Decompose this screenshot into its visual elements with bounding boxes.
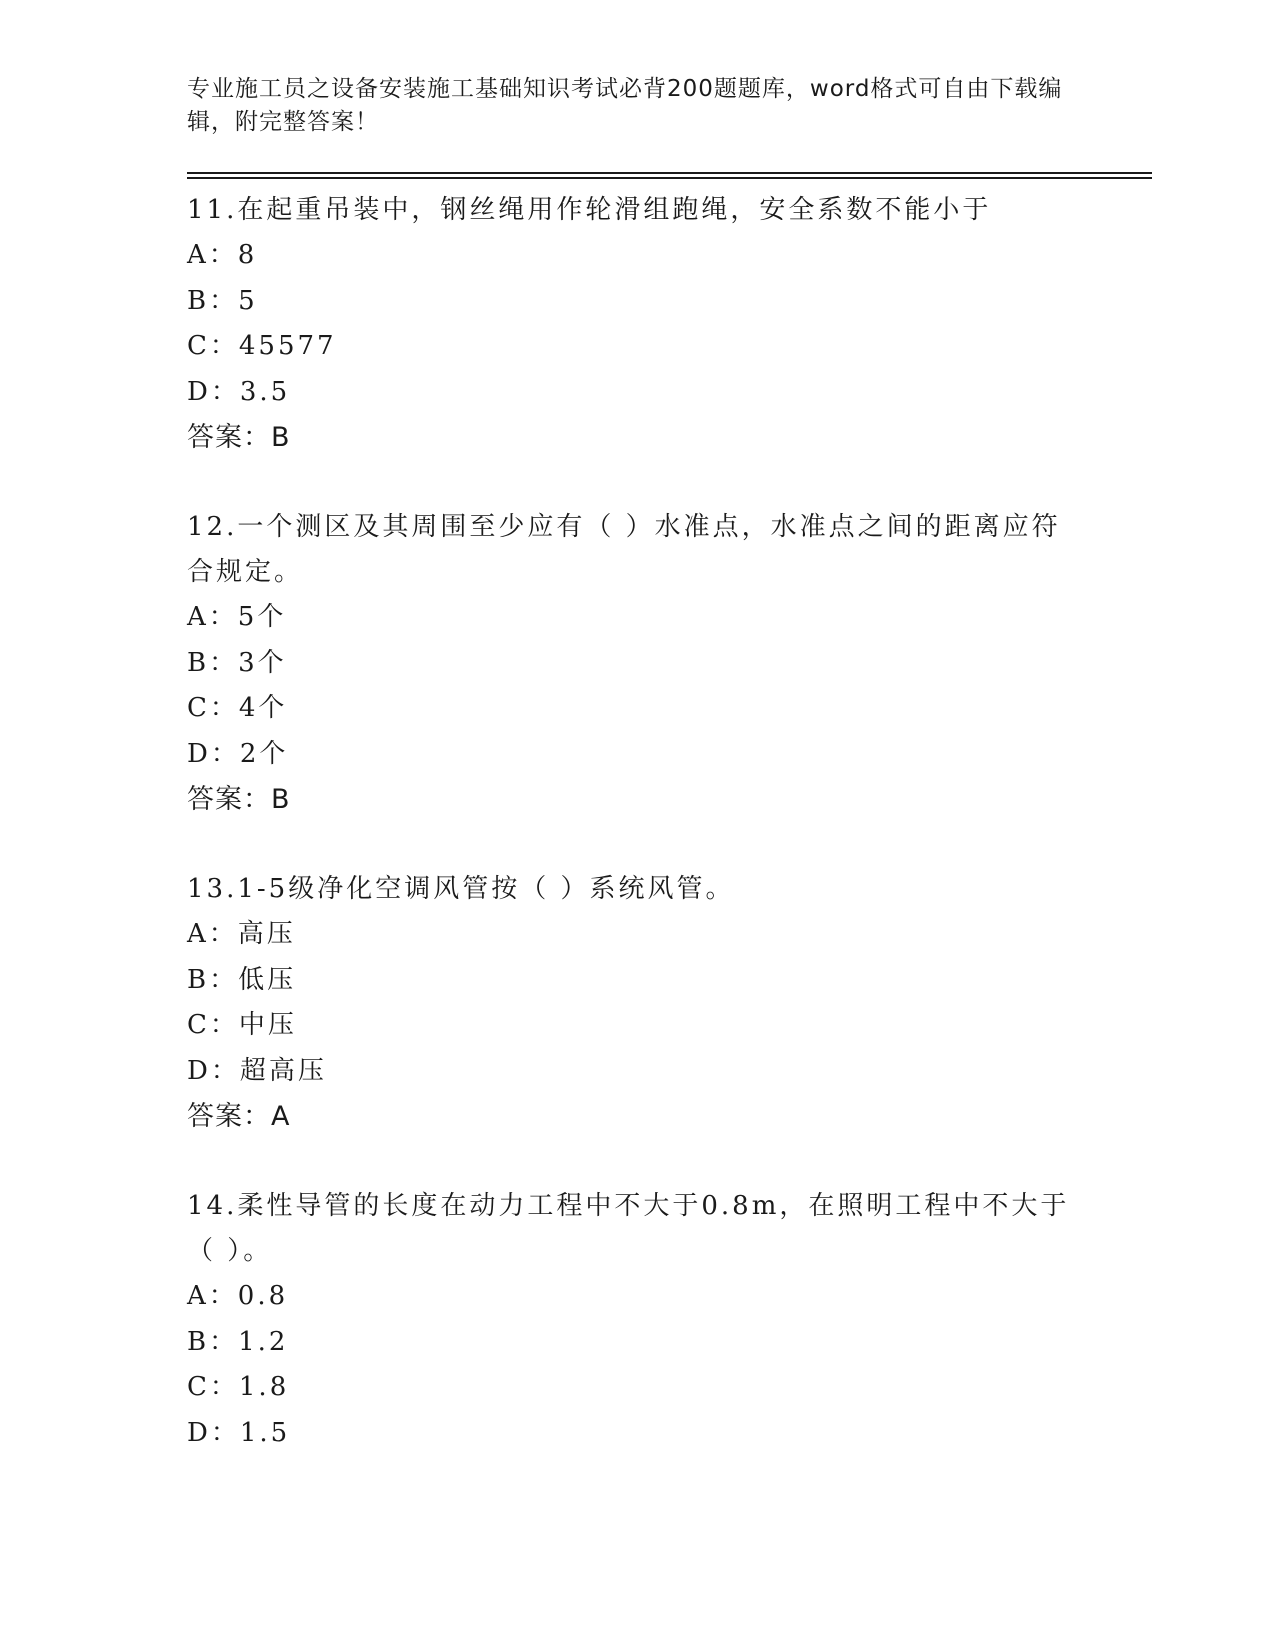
option-a: A：8 [187,240,258,270]
option-d: D：超高压 [187,1055,327,1086]
question-block [187,1184,1087,1456]
option-d: D：3.5 [187,376,291,407]
question-block [187,867,1087,1140]
option-b: B：低压 [187,964,297,995]
question-number: 12. [187,512,238,542]
answer-line: 答案：B [187,422,291,453]
option-c: C：4个 [187,693,288,723]
option-a: A：高压 [187,919,296,949]
question-number: 11. [187,195,238,225]
option-b: B：5 [187,285,258,316]
header-divider-top [187,172,1152,174]
option-a: A：5个 [187,602,287,632]
question-stem: 一个测区及其周围至少应有（ ）水准点，水准点之间的距离应符合规定。 [187,512,1061,587]
option-c: C：中压 [187,1010,297,1040]
question-list [187,188,1087,1456]
question-block [187,505,1087,823]
answer-line: 答案：B [187,784,291,815]
question-stem: 柔性导管的长度在动力工程中不大于0.8m，在照明工程中不大于（ ）。 [187,1191,1070,1266]
question-number: 14. [187,1191,238,1221]
question-number: 13. [187,874,238,904]
option-b: B：1.2 [187,1326,289,1357]
document-header: 专业施工员之设备安装施工基础知识考试必背200题题库，word格式可自由下载编辑，附完整答案！ [187,76,1063,135]
question-block [187,188,1087,461]
question-stem: 1-5级净化空调风管按（ ）系统风管。 [237,874,735,904]
question-text [187,505,1087,595]
option-d: D：1.5 [187,1417,291,1448]
question-text [187,1184,1087,1274]
answer-line: 答案：A [187,1101,291,1132]
option-c: C：45577 [187,331,337,361]
option-a: A：0.8 [187,1281,289,1311]
header-divider-bottom [187,177,1152,179]
option-b: B：3个 [187,647,287,678]
option-d: D：2个 [187,738,289,769]
question-stem: 在起重吊装中，钢丝绳用作轮滑组跑绳，安全系数不能小于 [237,195,992,225]
question-text [187,188,1087,233]
question-text [187,867,1087,912]
option-c: C：1.8 [187,1372,290,1402]
